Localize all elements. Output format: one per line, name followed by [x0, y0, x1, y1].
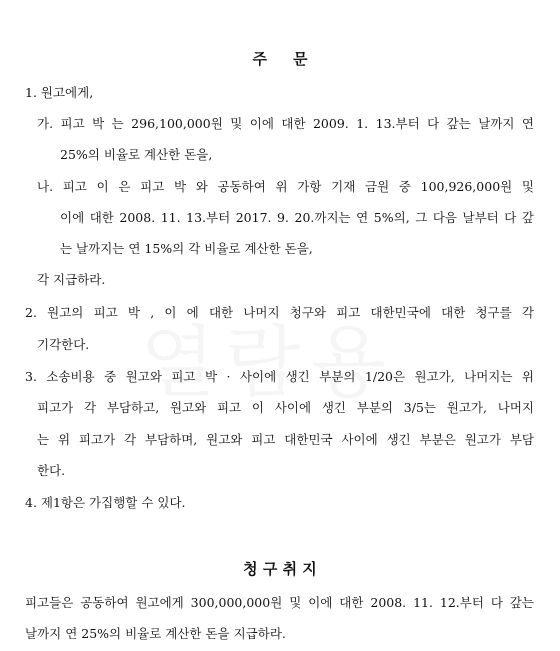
- order-line-3-cont-3: 한다.: [37, 463, 66, 478]
- order-line-3-cont-2: 는 위 피고가 각 부담하며, 원고와 피고 대한민국 사이에 생긴 부분은 원고가 부담: [37, 432, 534, 447]
- order-line-4: 4. 제1항은 가집행할 수 있다.: [25, 495, 186, 510]
- order-line-1-end: 각 지급하라.: [37, 272, 106, 287]
- order-line-1b: 나. 피고 이 은 피고 박 와 공동하여 위 가항 기재 금원 중 100,926,000원 및: [37, 179, 534, 194]
- order-line-3-cont-1: 피고가 각 부담하고, 원고와 피고 이 사이에 생긴 부분의 3/5는 원고가, 나머지: [37, 400, 534, 415]
- order-line-1: 1. 원고에게,: [25, 85, 94, 100]
- order-line-2: 2. 원고의 피고 박 , 이 에 대한 나머지 청구와 피고 대한민국에 대한 청구를 각: [25, 305, 534, 320]
- claim-heading: 청 구 취 지: [243, 560, 317, 578]
- order-line-1a: 가. 피고 박 는 296,100,000원 및 이에 대한 2009. 1. 13.부터 다 갚는 날까지 연: [37, 116, 534, 131]
- order-line-1b-cont-2: 는 날까지는 연 15%의 각 비율로 계산한 돈을,: [60, 241, 313, 256]
- order-heading: 주 문: [252, 50, 308, 68]
- claim-line-2: 날까지 연 25%의 비율로 계산한 돈을 지급하라.: [25, 626, 286, 641]
- claim-line-1: 피고들은 공동하여 원고에게 300,000,000원 및 이에 대한 2008. 11. 12.부터 다 갚는: [25, 595, 534, 610]
- order-line-1b-cont-1: 이에 대한 2008. 11. 13.부터 2017. 9. 20.까지는 연 5%의, 그 다음 날부터 다 갚: [60, 210, 534, 225]
- order-line-3: 3. 소송비용 중 원고와 피고 박 · 사이에 생긴 부분의 1/20은 원고가, 나머지는 위: [25, 369, 534, 384]
- order-line-1a-cont: 25%의 비율로 계산한 돈을,: [60, 147, 213, 162]
- order-line-2-cont: 기각한다.: [37, 337, 90, 352]
